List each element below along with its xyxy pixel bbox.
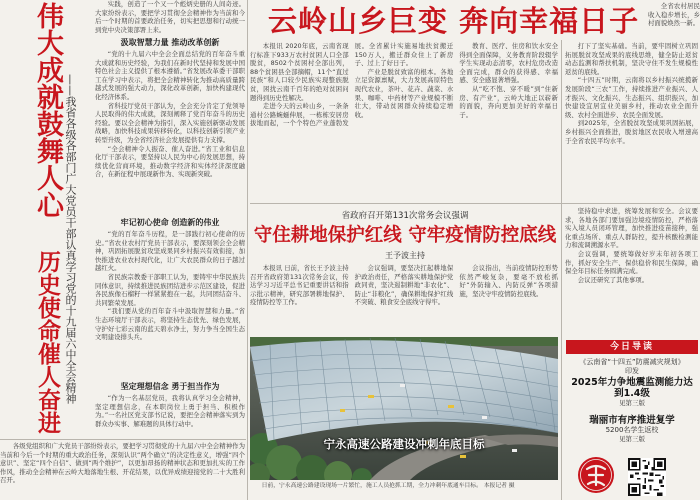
article-paragraph: 全省农村居民收入稳步增长，乡村面貌焕然一新。 xyxy=(648,2,700,28)
guide-item-page-ref: 见第三版 xyxy=(619,435,645,443)
article-paragraph: 打下了坚实基础。当前，要牢固树立巩固拓展脱贫攻坚成果的底线思维，健全防止返贫动态监测和帮扶机制，坚决守住不发生规模性返贫的底线。 xyxy=(565,42,698,76)
caption-text: 日前，宁永高速公路建设现场一片繁忙，施工人员抢抓工期，全力冲刺年底通车目标。 本报记者 摄 xyxy=(261,483,515,489)
article-paragraph: 产业是脱贫致富的根本。各地立足资源禀赋，大力发展高原特色现代农业，茶叶、花卉、蔬菜、水果、咖啡、中药材等产业规模不断壮大，带动贫困群众持续稳定增收。 xyxy=(354,67,454,119)
divider xyxy=(0,439,246,440)
article-paragraph: 坚持稳中求进，统筹发展和安全。会议要求，各地各部门要加强边境疫情防控，严格落实入境人员闭环管理，加快推进疫苗接种，强化重点场所、重点人群防控，提升核酸检测能力和流调溯源水平。 xyxy=(565,207,698,250)
article-paragraph: “十四五”时期，云南将以乡村振兴统揽新发展阶段“三农”工作，持续推进产业振兴、人才振兴、文化振兴、生态振兴、组织振兴，加快建设宜居宜业美丽乡村，推动农业全面升级、农村全面进步、农民全面发展。 xyxy=(565,76,698,119)
article-paragraph: 本报讯 日前，省长王予波主持召开省政府第131次常务会议，传达学习习近平总书记重要讲话和指示批示精神，研究部署耕地保护、疫情防控等工作。 xyxy=(250,264,349,307)
top-side-column xyxy=(565,42,698,200)
article-paragraph: 到2025年，全省脱贫攻坚成果巩固拓展，乡村振兴全面推进，脱贫地区农民收入增速高于全省农民平均水平。 xyxy=(565,119,698,145)
article-paragraph: 各级党组织和广大党员干部纷纷表示，要把学习贯彻党的十九届六中全会精神作为当前和今后一个时期的重大政治任务，深刻认识“两个确立”的决定性意义，增强“四个意识”、坚定“四个自信”、做到“两个维护”，以更加昂扬的精神状态和更加扎实的工作作风，推动全会精神在云岭大地落地生根、开花结果，以优异成绩迎接党的二十大胜利召开。 xyxy=(0,442,245,485)
today-guide xyxy=(566,340,698,444)
article-paragraph: “党的百年奋斗历程，是一部践行初心使命的历史。”省农业农村厅党员干部表示，要深刻领会全会精神，巩固拓展脱贫攻坚成果同乡村振兴有效衔接，加快推进农业农村现代化，让广大农民群众的日子越过越红火。 xyxy=(95,230,245,273)
top-right-snippet xyxy=(648,2,700,38)
mid-article-body xyxy=(250,264,558,334)
article-paragraph: 会议强调，要坚决扛起耕地保护政治责任，严格落实耕地保护党政同责，坚决遏制耕地“非农化”、防止“非粮化”，确保耕地保护红线不突破、粮食安全底线守得牢。 xyxy=(354,264,454,307)
left-intro xyxy=(95,0,245,36)
article-paragraph: 教育、医疗、住房和饮水安全得到全面保障，义务教育阶段辍学学生实现动态清零，农村危房改造全面完成，群众的获得感、幸福感、安全感显著增强。 xyxy=(459,42,558,85)
guide-item-subline: 5200名学生返校 xyxy=(605,426,659,434)
divider xyxy=(250,203,700,204)
article-paragraph: 会议指出，当前疫情防控形势依然严峻复杂，要毫不放松抓好“外防输入、内防反弹”各项措施，坚决守牢疫情防控底线。 xyxy=(459,264,558,298)
photo-caption xyxy=(250,482,558,500)
guide-item-page-ref: 见第三版 xyxy=(619,399,645,407)
mid-side-column xyxy=(565,207,698,335)
guide-spacer xyxy=(566,408,698,414)
mid-kicker: 省政府召开第131次常务会议强调 xyxy=(341,211,469,221)
section-body xyxy=(95,50,245,216)
aerial-photo-image xyxy=(250,337,558,480)
mid-byline: 王予波主持 xyxy=(385,251,425,260)
guide-item-kicker: 《云南省“十四五”防震减灾规划》印发 xyxy=(579,358,685,375)
article-paragraph: “作为一名基层党员，我将认真学习全会精神，坚定理想信念，在本职岗位上勇于担当、积极作为。”一名社区党支部书记说，要把全会精神落实到为群众办实事、解难题的具体行动中。 xyxy=(95,394,245,428)
column-divider xyxy=(247,0,248,500)
article-paragraph: “我们要从党的百年奋斗中汲取智慧和力量。”省生态环境厅干部表示，将坚持生态优先、绿色发展，守护好七彩云南的蓝天碧水净土，努力争当全国生态文明建设排头兵。 xyxy=(95,307,245,342)
left-headline-top: 伟大成就鼓舞人心 xyxy=(32,2,63,218)
top-headline: 云岭山乡巨变 奔向幸福日子 xyxy=(268,4,640,38)
section-body xyxy=(95,230,245,380)
qr-code-icon xyxy=(628,458,666,496)
photo-overlay-title: 宁永高速公路建设冲刺年底目标 xyxy=(323,437,485,451)
top-article-body xyxy=(250,42,558,200)
section-heading: 汲取智慧力量 推动改革创新 xyxy=(120,38,220,47)
article-paragraph: “党的十九届六中全会全面总结党的百年奋斗重大成就和历史经验，为我们在新时代坚持和发展中国特色社会主义提供了根本遵循。”省发展改革委干部职工在学习中表示，将把全会精神转化为推动高质量跨越式发展的强大动力，深化改革创新，加快构建现代化经济体系。 xyxy=(95,50,245,101)
section-body xyxy=(95,394,245,438)
article-paragraph: 省民族宗教委干部职工认为，要铸牢中华民族共同体意识，持续推进民族团结进步示范区建设，促进各民族像石榴籽一样紧紧抱在一起，共同团结奋斗、共同繁荣发展。 xyxy=(95,272,245,307)
left-headline-bottom: 历史使命催人奋进 xyxy=(34,250,61,434)
column-divider xyxy=(561,40,562,500)
article-paragraph: 走进今天的云岭山乡，一条条通村公路蜿蜒伸展，一栋栋安居房拔地而起，一个个特色产业蓬勃发展。全省累计实施易地扶贫搬迁150万人，搬迁群众住上了新房子、过上了好日子。 xyxy=(250,42,454,128)
article-paragraph: 实践，创造了一个又一个彪炳史册的人间奇迹。大家纷纷表示，要把学习贯彻全会精神作为当前和今后一个时期的首要政治任务，切实把思想和行动统一到党中央决策部署上来。 xyxy=(95,0,245,34)
left-continued-text xyxy=(0,442,245,499)
article-paragraph: 会议还研究了其他事项。 xyxy=(577,275,649,284)
guide-item-headline: 瑞丽市有序推进复学 xyxy=(589,415,675,426)
left-subtitle: ——我省各级各部门广大党员干部认真学习党的十九届六中全会精神 xyxy=(64,74,77,404)
left-article-column xyxy=(95,0,245,438)
guide-item-headline: 2025年力争地震监测能力达到1.4级 xyxy=(571,377,693,399)
article-paragraph: 从“吃不饱、穿不暖”到“住新房、有产业”，云岭大地正以崭新的面貌，奔向更加美好的幸福日子。 xyxy=(459,84,558,119)
article-paragraph: 本报讯 2020年底，云南省现行标准下933万农村贫困人口全部脱贫，8502个贫困村全部出列，88个贫困县全部摘帽，11个“直过民族”和人口较少民族实现整族脱贫，困扰云南千百年的绝对贫困问题得到历史性解决。 xyxy=(250,42,349,102)
mid-headline: 守住耕地保护红线 守牢疫情防控底线 xyxy=(253,225,557,246)
article-paragraph: 会议强调，要统筹做好岁末年初各项工作，抓好安全生产、保供稳价和民生保障，确保全年目标任务圆满完成。 xyxy=(565,249,698,276)
highway-construction-photo xyxy=(250,337,558,480)
guide-header: 今日导读 xyxy=(566,340,698,354)
article-paragraph: “全会精神令人振奋、催人奋进。”省工业和信息化厅干部表示，要坚持以人民为中心的发展思想，持续优化营商环境，推动数字经济和实体经济深度融合，在新征程中展现新作为、实现新突破。 xyxy=(95,144,245,179)
section-heading: 牢记初心使命 创造新的伟业 xyxy=(120,218,220,227)
section-heading: 坚定理想信念 勇于担当作为 xyxy=(120,382,220,391)
newspaper-seal-icon xyxy=(576,455,616,495)
article-paragraph: 省科技厅党员干部认为，全会充分肯定了党领导人民取得的伟大成就，深刻阐释了党百年奋斗的历史经验。要以全会精神为指引，深入实施创新驱动发展战略，加快科技成果转移转化，以科技创新引领产业转型升级，为全省经济社会发展提供有力支撑。 xyxy=(95,101,245,144)
